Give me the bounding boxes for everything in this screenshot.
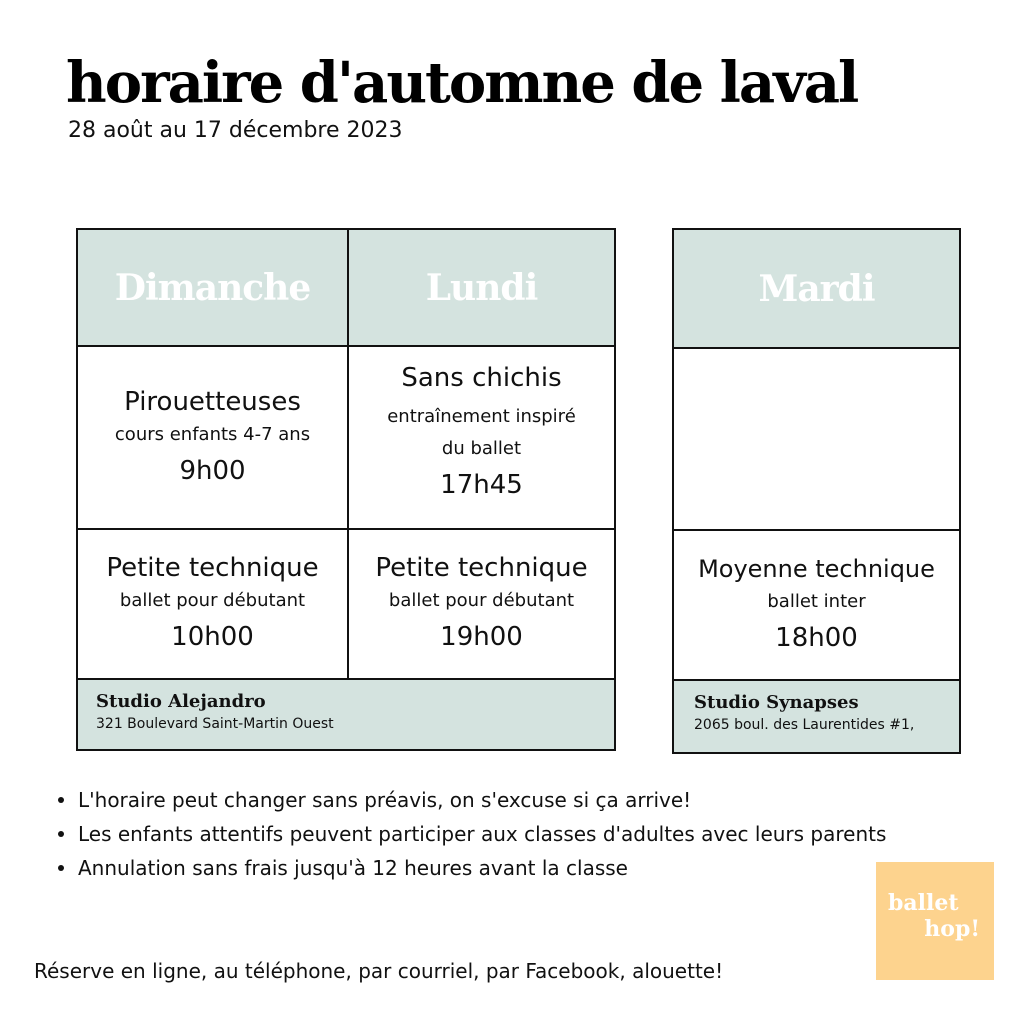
class-cell-sans-chichis bbox=[347, 345, 614, 528]
note-item: Annulation sans frais jusqu'à 12 heures avant la classe bbox=[52, 852, 892, 884]
class-cell-moyenne-technique bbox=[674, 529, 959, 679]
day-label-dimanche: Dimanche bbox=[114, 266, 311, 309]
header-dimanche bbox=[78, 230, 347, 345]
class-description: cours enfants 4-7 ans bbox=[114, 423, 311, 445]
studio-info-alejandro bbox=[78, 678, 614, 749]
studio-address: 321 Boulevard Saint-Martin Ouest bbox=[96, 716, 334, 732]
class-time: 19h00 bbox=[440, 622, 523, 652]
logo-line-2: hop! bbox=[924, 916, 980, 942]
studio-address: 2065 boul. des Laurentides #1, bbox=[694, 717, 915, 733]
class-name: Petite technique bbox=[106, 553, 319, 583]
class-name: Pirouetteuses bbox=[124, 386, 301, 417]
class-description: entraînement inspiré bbox=[387, 406, 576, 427]
studio-name: Studio Alejandro bbox=[96, 691, 266, 712]
class-time: 17h45 bbox=[440, 470, 523, 500]
studio-info-synapses bbox=[674, 679, 959, 752]
note-item: L'horaire peut changer sans préavis, on s'excuse si ça arrive! bbox=[52, 784, 892, 816]
header-lundi bbox=[347, 230, 614, 345]
booking-footer: Réserve en ligne, au téléphone, par courriel, par Facebook, alouette! bbox=[34, 959, 724, 983]
day-label-mardi: Mardi bbox=[758, 267, 875, 310]
schedule-table-synapses bbox=[672, 228, 961, 754]
class-name: Petite technique bbox=[375, 553, 588, 583]
class-cell-petite-technique-lundi bbox=[347, 528, 614, 678]
class-time: 18h00 bbox=[775, 623, 858, 653]
class-description: ballet inter bbox=[767, 591, 866, 612]
logo-line-1: ballet bbox=[888, 890, 959, 916]
day-label-lundi: Lundi bbox=[425, 266, 538, 309]
empty-cell bbox=[674, 347, 959, 529]
class-description: ballet pour débutant bbox=[388, 590, 575, 611]
studio-name: Studio Synapses bbox=[694, 692, 859, 713]
schedule-table-alejandro bbox=[76, 228, 616, 751]
page-title: horaire d'automne de laval bbox=[66, 50, 858, 116]
note-item: Les enfants attentifs peuvent participer aux classes d'adultes avec leurs parents bbox=[52, 818, 892, 850]
class-time: 9h00 bbox=[179, 455, 246, 486]
date-range: 28 août au 17 décembre 2023 bbox=[68, 118, 403, 143]
class-name: Sans chichis bbox=[401, 363, 562, 393]
header-mardi bbox=[674, 230, 959, 347]
class-name: Moyenne technique bbox=[698, 555, 935, 583]
class-cell-petite-technique-dimanche bbox=[78, 528, 347, 678]
class-description-line2: du ballet bbox=[441, 438, 522, 459]
class-description: ballet pour débutant bbox=[119, 590, 306, 611]
notes-list bbox=[52, 784, 892, 886]
class-cell-pirouetteuses bbox=[78, 345, 347, 528]
ballet-hop-logo bbox=[876, 862, 994, 980]
class-time: 10h00 bbox=[171, 622, 254, 652]
